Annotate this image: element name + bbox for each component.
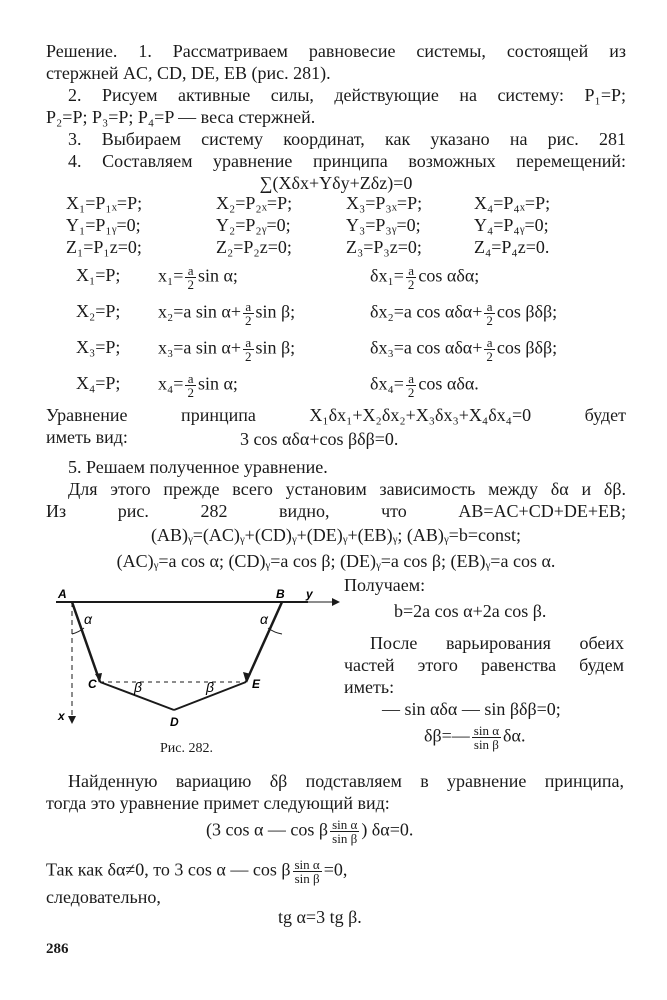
frac-den: 2 xyxy=(407,385,415,400)
frac-num: a xyxy=(484,300,495,314)
main-equation: ∑(Xδx+Yδy+Zδz)=0 xyxy=(259,173,413,193)
label-x: x xyxy=(58,709,65,723)
a-over-2-fraction xyxy=(243,300,254,327)
x2-expression xyxy=(158,300,295,327)
frac-num: a xyxy=(243,300,254,314)
a-over-2-fraction xyxy=(484,336,495,363)
dx2-pre: δx₂=a cos αδα+ xyxy=(370,301,483,322)
frac-den: 2 xyxy=(245,313,252,328)
step3-line: 3. Выбираем систему координат, как указано на рис. 281 xyxy=(68,129,626,149)
y-axis-arrowhead xyxy=(332,598,340,606)
x2-post: sin β; xyxy=(255,301,296,322)
z-comp-3: Z₃=P₃z=0; xyxy=(346,237,422,257)
frac-num: a xyxy=(484,336,495,350)
label-a: A xyxy=(58,587,67,601)
dbeta-post: δα. xyxy=(503,725,526,746)
sin-ratio-fraction xyxy=(293,858,322,885)
substitution-line-2: тогда это уравнение примет следующий вид: xyxy=(46,793,390,813)
final-eq-post: ) δα=0. xyxy=(361,819,414,840)
sin-alpha-num: sin α xyxy=(294,857,320,872)
alpha-label-right: α xyxy=(260,611,268,627)
force-3: X₃=P; xyxy=(76,337,121,357)
frac-den: 2 xyxy=(245,349,252,364)
x4-post: sin α; xyxy=(197,373,238,394)
dx2-post: cos βδβ; xyxy=(496,301,558,322)
beta-label-left: β xyxy=(134,679,142,695)
since-post: =0, xyxy=(323,859,348,880)
frac-den: 2 xyxy=(187,385,194,400)
page-number: 286 xyxy=(46,941,69,957)
y-comp-2: Y₂=P₂ᵧ=0; xyxy=(216,215,291,235)
y-comp-4: Y₄=P₄ᵧ=0; xyxy=(474,215,549,235)
vary-equation: — sin αδα — sin βδβ=0; xyxy=(382,699,561,719)
x4-pre: x₄= xyxy=(158,373,184,394)
since-line xyxy=(46,858,347,885)
dx1-pre: δx₁= xyxy=(370,265,404,286)
relation-line-2: Из рис. 282 видно, что AB=AC+CD+DE+EB; xyxy=(46,501,626,521)
get-label: Получаем: xyxy=(344,575,426,595)
principle-equation: 3 cos αδα+cos βδβ=0. xyxy=(240,429,399,449)
dx3-post: cos βδβ; xyxy=(496,337,558,358)
a-over-2-fraction xyxy=(185,264,196,291)
final-equation xyxy=(206,818,413,845)
dx4-post: cos αδα. xyxy=(418,373,479,394)
frac-den: 2 xyxy=(486,313,493,328)
label-c: C xyxy=(88,677,97,691)
figure-282 xyxy=(50,582,350,732)
projection-line-1: (AB)ᵧ=(AC)ᵧ+(CD)ᵧ+(DE)ᵧ+(EB)ᵧ; (AB)ᵧ=b=const; xyxy=(151,525,521,545)
sin-alpha-num: sin α xyxy=(332,817,358,832)
a-over-2-fraction xyxy=(243,336,254,363)
beta-label-right: β xyxy=(206,679,214,695)
label-e: E xyxy=(252,677,261,691)
substitution-line-1: Найденную вариацию δβ подставляем в уравнение принципа, xyxy=(68,771,624,791)
sin-beta-den: sin β xyxy=(473,737,499,752)
frac-num: a xyxy=(243,336,254,350)
y-comp-1: Y₁=P₁ᵧ=0; xyxy=(66,215,141,235)
z-comp-4: Z₄=P₄z=0. xyxy=(474,237,550,257)
a-over-2-fraction xyxy=(484,300,495,327)
y-comp-3: Y₃=P₃ᵧ=0; xyxy=(346,215,421,235)
a-over-2-fraction xyxy=(406,264,417,291)
dx2-expression xyxy=(370,300,557,327)
sin-alpha-num: sin α xyxy=(473,723,500,738)
force-2: X₂=P; xyxy=(76,301,121,321)
b-equation: b=2a cos α+2a cos β. xyxy=(394,601,547,621)
label-d: D xyxy=(170,715,179,729)
x1-post: sin α; xyxy=(197,265,238,286)
x2-pre: x₂=a sin α+ xyxy=(158,301,242,322)
relation-line-1: Для этого прежде всего установим зависимость между δα и δβ. xyxy=(68,479,626,499)
x-comp-3: X₃=P₃ₓ=P; xyxy=(346,193,423,213)
label-b: B xyxy=(276,587,285,601)
dx1-post: cos αδα; xyxy=(418,265,480,286)
vary-line-1: После варьирования обеих xyxy=(370,633,624,653)
label-y: y xyxy=(306,587,313,601)
frac-den: 2 xyxy=(407,277,415,292)
x-axis-arrowhead xyxy=(68,716,76,724)
sin-beta-den: sin β xyxy=(332,831,358,846)
dx4-expression xyxy=(370,372,479,399)
a-over-2-fraction xyxy=(185,372,196,399)
dx3-expression xyxy=(370,336,557,363)
solution-line-1: Решение. 1. Рассматриваем равновесие системы, состоящей из xyxy=(46,41,626,61)
step2-line-2: P₂=P; P₃=P; P₄=P — веса стержней. xyxy=(46,107,316,127)
x3-pre: x₃=a sin α+ xyxy=(158,337,242,358)
frac-den: 2 xyxy=(486,349,493,364)
step2-line-1: 2. Рисуем активные силы, действующие на систему: P₁=P; xyxy=(68,85,626,105)
x1-pre: x₁= xyxy=(158,265,184,286)
a-over-2-fraction xyxy=(406,372,417,399)
x1-expression xyxy=(158,264,238,291)
step4-line: 4. Составляем уравнение принципа возможных перемещений: xyxy=(68,151,626,171)
dbeta-pre: δβ=— xyxy=(424,725,470,746)
frac-num: a xyxy=(406,264,417,278)
dx4-pre: δx₄= xyxy=(370,373,404,394)
step5-line: 5. Решаем полученное уравнение. xyxy=(68,457,328,477)
vary-line-3: иметь: xyxy=(344,677,395,697)
projection-line-2: (AC)ᵧ=a cos α; (CD)ᵧ=a cos β; (DE)ᵧ=a cos β; (EB)ᵧ=a cos α. xyxy=(116,551,556,571)
x3-post: sin β; xyxy=(255,337,296,358)
z-comp-1: Z₁=P₁z=0; xyxy=(66,237,142,257)
force-4: X₄=P; xyxy=(76,373,121,393)
since-pre: Так как δα≠0, то 3 cos α — cos β xyxy=(46,859,291,880)
dx1-expression xyxy=(370,264,479,291)
frac-den: 2 xyxy=(187,277,194,292)
x3-expression xyxy=(158,336,295,363)
final-eq-pre: (3 cos α — cos β xyxy=(206,819,329,840)
sin-beta-den: sin β xyxy=(294,871,320,886)
dx3-pre: δx₃=a cos αδα+ xyxy=(370,337,483,358)
x-comp-1: X₁=P₁ₓ=P; xyxy=(66,193,143,213)
vary-line-2: частей этого равенства будем xyxy=(344,655,624,675)
dbeta-equation xyxy=(424,724,525,751)
figure-caption: Рис. 282. xyxy=(160,741,213,756)
sin-ratio-fraction xyxy=(330,818,359,845)
solution-line-2: стержней AC, CD, DE, EB (рис. 281). xyxy=(46,63,331,83)
principle-line-2: иметь вид: xyxy=(46,427,128,447)
frac-num: a xyxy=(185,372,196,386)
x-comp-4: X₄=P₄ₓ=P; xyxy=(474,193,551,213)
alpha-label-left: α xyxy=(84,611,92,627)
x-comp-2: X₂=P₂ₓ=P; xyxy=(216,193,293,213)
frac-num: a xyxy=(406,372,417,386)
therefore-line: следовательно, xyxy=(46,887,161,907)
force-1: X₁=P; xyxy=(76,265,121,285)
frac-num: a xyxy=(185,264,196,278)
z-comp-2: Z₂=P₂z=0; xyxy=(216,237,292,257)
answer-equation: tg α=3 tg β. xyxy=(278,907,362,927)
x4-expression xyxy=(158,372,238,399)
principle-line-1: Уравнение принципа X₁δx₁+X₂δx₂+X₃δx₃+X₄δx₄=0 будет xyxy=(46,405,626,425)
sin-ratio-fraction xyxy=(472,724,501,751)
